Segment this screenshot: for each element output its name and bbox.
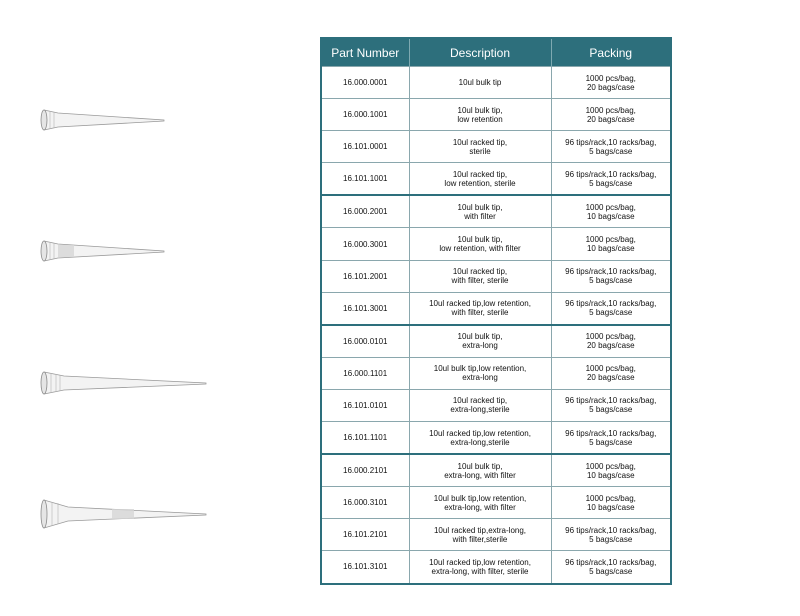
table-row bbox=[321, 422, 671, 455]
description-line: with filter bbox=[464, 211, 496, 221]
description-cell bbox=[409, 487, 551, 519]
description-line: with filter, sterile bbox=[451, 276, 509, 286]
packing-line: 96 tips/rack,10 racks/bag, bbox=[565, 137, 657, 147]
part-number-cell: 16.000.2001 bbox=[321, 195, 409, 228]
packing-line: 5 bags/case bbox=[589, 566, 633, 576]
description-cell bbox=[409, 67, 551, 99]
packing-line: 1000 pcs/bag, bbox=[585, 332, 636, 342]
part-number-cell: 16.101.2101 bbox=[321, 519, 409, 551]
part-number-cell: 16.101.1101 bbox=[321, 422, 409, 455]
tip-illustrations bbox=[0, 0, 300, 616]
description-cell bbox=[409, 163, 551, 196]
pipette-tip-filter-icon bbox=[38, 237, 168, 265]
part-number-cell: 16.000.2101 bbox=[321, 454, 409, 487]
part-number-cell: 16.101.3001 bbox=[321, 292, 409, 325]
part-number-cell: 16.101.2001 bbox=[321, 260, 409, 292]
table-row bbox=[321, 99, 671, 131]
description-line: extra-long, with filter, sterile bbox=[431, 566, 529, 576]
table-row bbox=[321, 389, 671, 421]
header-description: Description bbox=[409, 38, 551, 67]
packing-cell bbox=[551, 67, 671, 99]
packing-line: 10 bags/case bbox=[586, 502, 635, 512]
description-line: 10ul bulk tip bbox=[458, 78, 502, 88]
description-cell bbox=[409, 292, 551, 325]
packing-line: 5 bags/case bbox=[589, 146, 633, 156]
packing-cell bbox=[551, 519, 671, 551]
header-packing: Packing bbox=[551, 38, 671, 67]
description-line: 10ul bulk tip, bbox=[457, 332, 503, 342]
packing-line: 96 tips/rack,10 racks/bag, bbox=[565, 557, 657, 567]
part-number-cell: 16.101.0001 bbox=[321, 131, 409, 163]
description-cell bbox=[409, 389, 551, 421]
pipette-tip-extra-long-icon bbox=[38, 368, 210, 398]
description-line: 10ul bulk tip,low retention, bbox=[433, 493, 527, 503]
packing-cell bbox=[551, 228, 671, 260]
packing-line: 10 bags/case bbox=[586, 244, 635, 254]
packing-line: 96 tips/rack,10 racks/bag, bbox=[565, 267, 657, 277]
packing-line: 10 bags/case bbox=[586, 470, 635, 480]
packing-cell bbox=[551, 357, 671, 389]
description-line: 10ul racked tip, bbox=[452, 267, 508, 277]
description-cell bbox=[409, 99, 551, 131]
table-row bbox=[321, 357, 671, 389]
packing-cell bbox=[551, 389, 671, 421]
packing-line: 96 tips/rack,10 racks/bag, bbox=[565, 299, 657, 309]
table-body bbox=[321, 67, 671, 584]
description-line: extra-long,sterile bbox=[450, 405, 510, 415]
part-number-cell: 16.000.3101 bbox=[321, 487, 409, 519]
table-row bbox=[321, 228, 671, 260]
packing-cell bbox=[551, 163, 671, 196]
description-line: 10ul racked tip,low retention, bbox=[429, 299, 531, 309]
packing-line: 1000 pcs/bag, bbox=[585, 364, 636, 374]
packing-line: 5 bags/case bbox=[589, 405, 633, 415]
table-row bbox=[321, 454, 671, 487]
description-line: low retention bbox=[457, 114, 503, 124]
packing-line: 96 tips/rack,10 racks/bag, bbox=[565, 525, 657, 535]
description-line: 10ul racked tip,extra-long, bbox=[433, 525, 527, 535]
description-line: extra-long bbox=[462, 373, 498, 383]
description-line: 10ul bulk tip, bbox=[457, 235, 503, 245]
pipette-tip-extra-long-filter-icon bbox=[38, 497, 210, 531]
header-part-number: Part Number bbox=[321, 38, 409, 67]
packing-line: 5 bags/case bbox=[589, 276, 633, 286]
description-line: 10ul racked tip, bbox=[452, 169, 508, 179]
packing-line: 1000 pcs/bag, bbox=[585, 105, 636, 115]
description-line: 10ul racked tip,low retention, bbox=[429, 557, 531, 567]
product-spec-table bbox=[320, 37, 672, 585]
part-number-cell: 16.000.1001 bbox=[321, 99, 409, 131]
description-line: 10ul bulk tip,low retention, bbox=[433, 364, 527, 374]
description-line: 10ul racked tip, bbox=[452, 396, 508, 406]
description-line: 10ul bulk tip, bbox=[457, 105, 503, 115]
packing-line: 20 bags/case bbox=[586, 341, 635, 351]
packing-line: 5 bags/case bbox=[589, 178, 633, 188]
description-line: 10ul racked tip,low retention, bbox=[429, 428, 531, 438]
packing-cell bbox=[551, 325, 671, 358]
packing-cell bbox=[551, 195, 671, 228]
description-line: sterile bbox=[469, 146, 491, 156]
description-line: 10ul bulk tip, bbox=[457, 202, 503, 212]
part-number-cell: 16.000.0001 bbox=[321, 67, 409, 99]
description-line: with filter,sterile bbox=[452, 534, 508, 544]
description-cell bbox=[409, 551, 551, 584]
description-line: low retention, with filter bbox=[439, 244, 521, 254]
packing-cell bbox=[551, 487, 671, 519]
description-line: with filter, sterile bbox=[451, 308, 509, 318]
table-row bbox=[321, 551, 671, 584]
description-cell bbox=[409, 260, 551, 292]
part-number-cell: 16.000.0101 bbox=[321, 325, 409, 358]
packing-cell bbox=[551, 292, 671, 325]
description-cell bbox=[409, 195, 551, 228]
part-number-cell: 16.000.1101 bbox=[321, 357, 409, 389]
table-row bbox=[321, 292, 671, 325]
table-row bbox=[321, 325, 671, 358]
packing-line: 5 bags/case bbox=[589, 534, 633, 544]
description-cell bbox=[409, 357, 551, 389]
description-line: low retention, sterile bbox=[444, 178, 516, 188]
description-cell bbox=[409, 325, 551, 358]
packing-line: 96 tips/rack,10 racks/bag, bbox=[565, 428, 657, 438]
packing-line: 20 bags/case bbox=[586, 82, 635, 92]
packing-line: 1000 pcs/bag, bbox=[585, 202, 636, 212]
description-cell bbox=[409, 519, 551, 551]
packing-cell bbox=[551, 551, 671, 584]
table-row bbox=[321, 67, 671, 99]
packing-line: 1000 pcs/bag, bbox=[585, 493, 636, 503]
packing-line: 96 tips/rack,10 racks/bag, bbox=[565, 169, 657, 179]
packing-cell bbox=[551, 422, 671, 455]
packing-line: 5 bags/case bbox=[589, 308, 633, 318]
packing-line: 10 bags/case bbox=[586, 211, 635, 221]
packing-cell bbox=[551, 454, 671, 487]
table-row bbox=[321, 519, 671, 551]
table-header-row bbox=[321, 38, 671, 67]
packing-line: 96 tips/rack,10 racks/bag, bbox=[565, 396, 657, 406]
part-number-cell: 16.101.3101 bbox=[321, 551, 409, 584]
description-line: extra-long,sterile bbox=[450, 437, 510, 447]
part-number-cell: 16.000.3001 bbox=[321, 228, 409, 260]
packing-line: 5 bags/case bbox=[589, 437, 633, 447]
description-cell bbox=[409, 422, 551, 455]
description-line: 10ul bulk tip, bbox=[457, 461, 503, 471]
packing-line: 1000 pcs/bag, bbox=[585, 73, 636, 83]
packing-line: 1000 pcs/bag, bbox=[585, 461, 636, 471]
description-line: extra-long bbox=[462, 341, 498, 351]
description-cell bbox=[409, 228, 551, 260]
table-row bbox=[321, 131, 671, 163]
description-line: 10ul racked tip, bbox=[452, 137, 508, 147]
packing-line: 20 bags/case bbox=[586, 114, 635, 124]
pipette-tip-standard-icon bbox=[38, 106, 168, 134]
packing-line: 1000 pcs/bag, bbox=[585, 235, 636, 245]
table-row bbox=[321, 195, 671, 228]
description-cell bbox=[409, 454, 551, 487]
packing-cell bbox=[551, 131, 671, 163]
description-line: extra-long, with filter bbox=[444, 502, 516, 512]
packing-cell bbox=[551, 260, 671, 292]
part-number-cell: 16.101.1001 bbox=[321, 163, 409, 196]
description-cell bbox=[409, 131, 551, 163]
description-line: extra-long, with filter bbox=[444, 470, 516, 480]
part-number-cell: 16.101.0101 bbox=[321, 389, 409, 421]
packing-line: 20 bags/case bbox=[586, 373, 635, 383]
table-row bbox=[321, 487, 671, 519]
table-row bbox=[321, 260, 671, 292]
packing-cell bbox=[551, 99, 671, 131]
table-row bbox=[321, 163, 671, 196]
